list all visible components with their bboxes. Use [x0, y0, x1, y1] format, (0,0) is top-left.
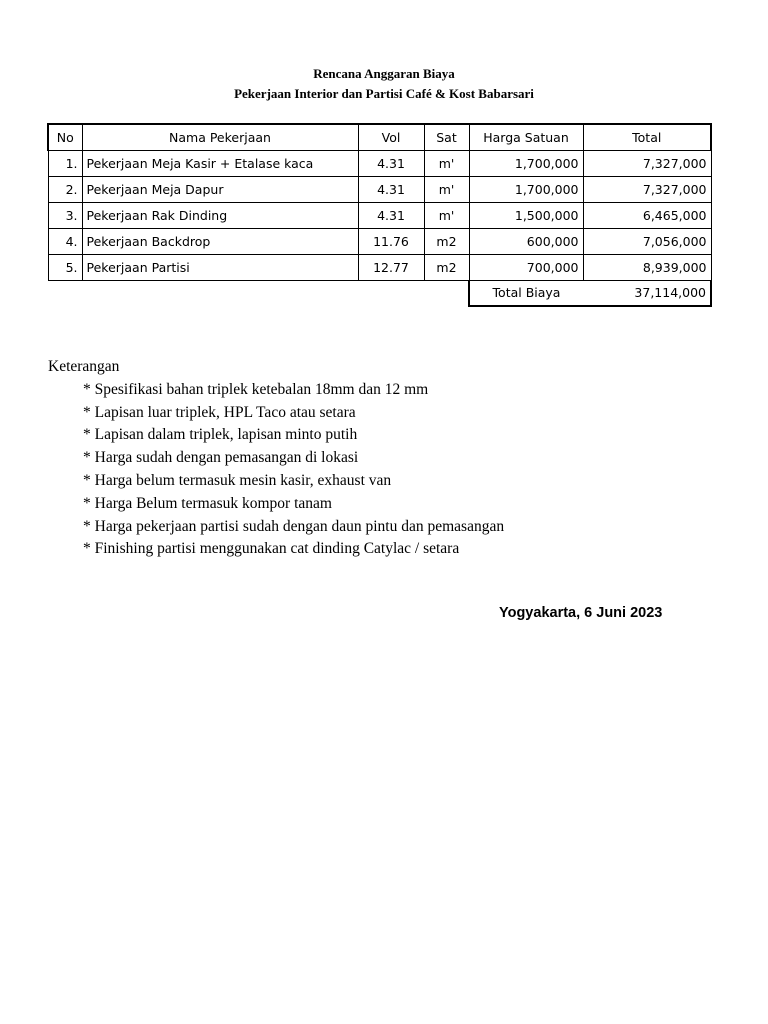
document-subtitle: Pekerjaan Interior dan Partisi Café & Kost Babarsari: [234, 86, 534, 101]
table-row: [48, 254, 711, 280]
header-no: No: [48, 124, 82, 150]
table-row: [48, 202, 711, 228]
row-unit-price: 1,500,000: [469, 202, 583, 228]
row-no: 1.: [48, 150, 82, 176]
row-no: 4.: [48, 228, 82, 254]
header-sat: Sat: [424, 124, 469, 150]
cost-estimate-table: [47, 123, 712, 307]
note-item: * Lapisan dalam triplek, lapisan minto putih: [83, 426, 358, 444]
row-no: 3.: [48, 202, 82, 228]
row-sat: m': [424, 150, 469, 176]
total-label: Total Biaya: [469, 280, 583, 306]
row-total: 7,327,000: [583, 150, 711, 176]
row-sat: m': [424, 176, 469, 202]
row-no: 2.: [48, 176, 82, 202]
row-name: Pekerjaan Backdrop: [82, 228, 358, 254]
row-unit-price: 1,700,000: [469, 150, 583, 176]
note-item: * Harga belum termasuk mesin kasir, exhaust van: [83, 471, 392, 489]
row-unit-price: 700,000: [469, 254, 583, 280]
note-item: * Lapisan luar triplek, HPL Taco atau setara: [83, 403, 356, 421]
notes-heading: Keterangan: [48, 358, 120, 375]
row-no: 5.: [48, 254, 82, 280]
row-name: Pekerjaan Rak Dinding: [82, 202, 358, 228]
table-row: [48, 150, 711, 176]
row-vol: 12.77: [358, 254, 424, 280]
note-item: * Harga Belum termasuk kompor tanam: [83, 494, 332, 512]
total-value: 37,114,000: [583, 280, 711, 306]
table-row: [48, 176, 711, 202]
row-vol: 4.31: [358, 202, 424, 228]
header-name: Nama Pekerjaan: [82, 124, 358, 150]
note-item: * Harga pekerjaan partisi sudah dengan daun pintu dan pemasangan: [83, 517, 505, 535]
row-vol: 4.31: [358, 150, 424, 176]
row-sat: m2: [424, 228, 469, 254]
header-unit-price: Harga Satuan: [469, 124, 583, 150]
row-unit-price: 1,700,000: [469, 176, 583, 202]
place-date: Yogyakarta, 6 Juni 2023: [499, 605, 663, 621]
table-row: [48, 228, 711, 254]
row-unit-price: 600,000: [469, 228, 583, 254]
notes-section: [48, 356, 504, 561]
row-total: 7,327,000: [583, 176, 711, 202]
header-total: Total: [583, 124, 711, 150]
row-total: 8,939,000: [583, 254, 711, 280]
header-vol: Vol: [358, 124, 424, 150]
row-total: 6,465,000: [583, 202, 711, 228]
note-item: * Spesifikasi bahan triplek ketebalan 18mm dan 12 mm: [83, 380, 429, 398]
total-row: [48, 280, 711, 306]
row-sat: m': [424, 202, 469, 228]
row-name: Pekerjaan Meja Dapur: [82, 176, 358, 202]
row-total: 7,056,000: [583, 228, 711, 254]
row-sat: m2: [424, 254, 469, 280]
total-row-spacer: [48, 280, 469, 306]
row-vol: 4.31: [358, 176, 424, 202]
notes-list: [48, 379, 504, 561]
table-header-row: [48, 124, 711, 150]
row-vol: 11.76: [358, 228, 424, 254]
row-name: Pekerjaan Meja Kasir + Etalase kaca: [82, 150, 358, 176]
row-name: Pekerjaan Partisi: [82, 254, 358, 280]
document-title: Rencana Anggaran Biaya: [313, 66, 455, 81]
note-item: * Harga sudah dengan pemasangan di lokasi: [83, 449, 359, 467]
note-item: * Finishing partisi menggunakan cat dinding Catylac / setara: [83, 540, 460, 558]
